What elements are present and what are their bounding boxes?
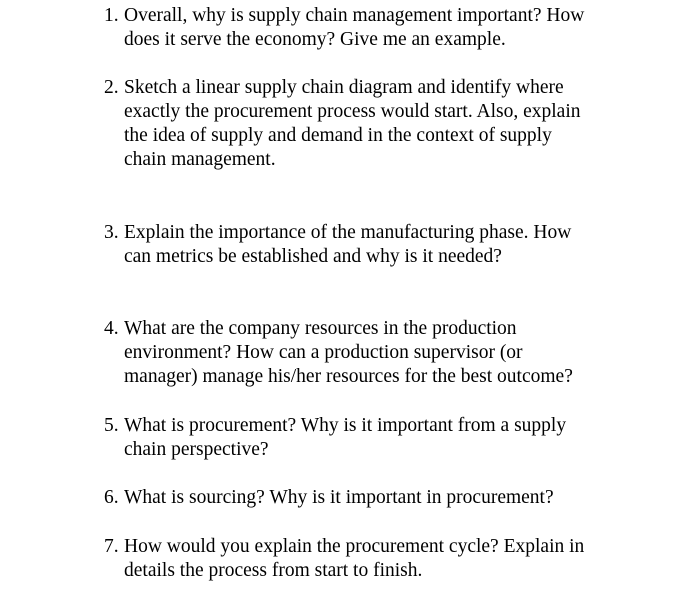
question-number: 2. xyxy=(104,77,119,98)
question-text-line: environment? How can a production supervisor (or xyxy=(124,342,523,363)
question-text-line: manager) manage his/her resources for the best outcome? xyxy=(124,366,573,387)
question-number: 4. xyxy=(104,318,119,339)
question-text-line: chain management. xyxy=(124,149,276,170)
question-4 xyxy=(104,317,664,389)
question-text-line: the idea of supply and demand in the context of supply xyxy=(124,125,552,146)
question-text-line: does it serve the economy? Give me an example. xyxy=(124,29,506,50)
question-6 xyxy=(104,486,664,510)
question-text-line: chain perspective? xyxy=(124,439,269,460)
question-text-line: Explain the importance of the manufacturing phase. How xyxy=(124,222,572,243)
question-text-line: Overall, why is supply chain management important? How xyxy=(124,5,585,26)
question-text-line: What are the company resources in the production xyxy=(124,318,517,339)
question-text-line: What is procurement? Why is it important from a supply xyxy=(124,415,567,436)
question-text-line: How would you explain the procurement cycle? Explain in xyxy=(124,536,585,557)
question-text-line: Sketch a linear supply chain diagram and identify where xyxy=(124,77,564,98)
question-7 xyxy=(104,535,664,583)
question-5 xyxy=(104,414,664,462)
question-text-line: can metrics be established and why is it needed? xyxy=(124,246,502,267)
question-1 xyxy=(104,4,664,52)
question-number: 3. xyxy=(104,222,119,243)
question-2 xyxy=(104,76,664,172)
question-number: 1. xyxy=(104,5,119,26)
question-text-line: details the process from start to finish. xyxy=(124,560,423,581)
question-number: 6. xyxy=(104,487,119,508)
question-3 xyxy=(104,221,664,269)
question-text-line: What is sourcing? Why is it important in procurement? xyxy=(124,487,554,508)
question-number: 7. xyxy=(104,536,119,557)
question-text-line: exactly the procurement process would start. Also, explain xyxy=(124,101,581,122)
question-number: 5. xyxy=(104,415,119,436)
